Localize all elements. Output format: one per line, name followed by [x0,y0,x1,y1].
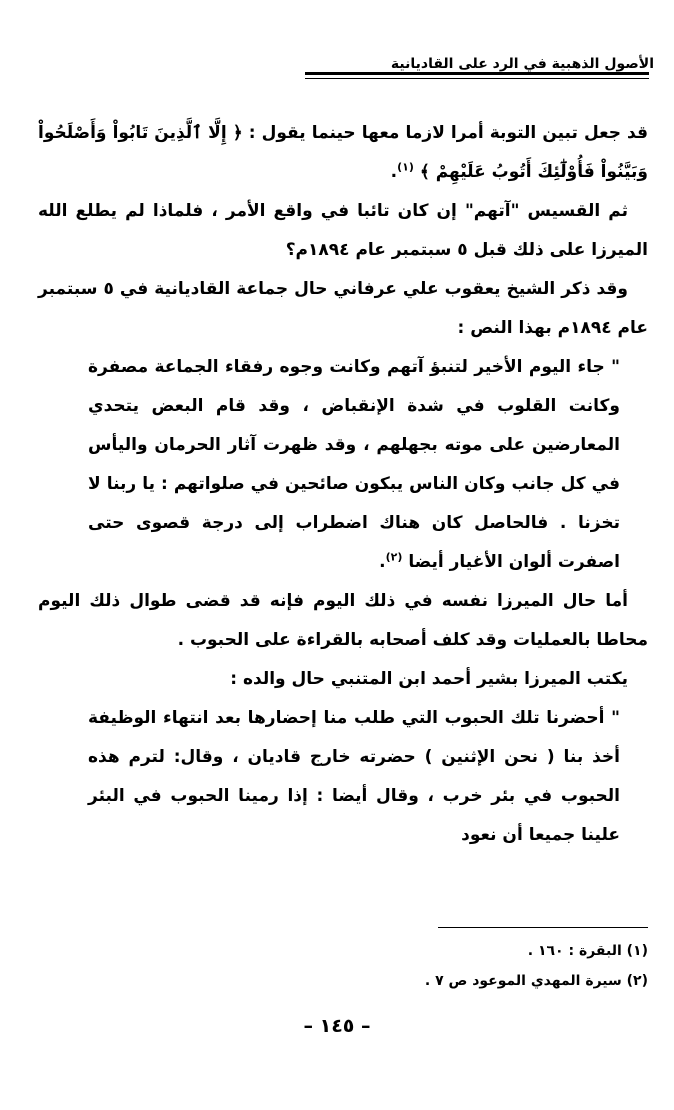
paragraph-tawba: قد جعل تبين التوبة أمرا لازما معها حينما يقول : ﴿ إِلَّا ٱلَّذِينَ تَابُواْ وَأَصْلَحُواْ وَبَيَّنُواْ فَأُوْلَٰٓئِكَ أَتُوبُ عَلَيْهِمْ ﴾ $^{(١)}$. [38,123,648,182]
footnote-separator [438,927,648,928]
quote-jamaa: " جاء اليوم الأخير لتنبؤ آتهم وكانت وجوه رفقاء الجماعة مصفرة وكانت القلوب في شدة الإنقباض ، وقد قام البعض يتحدي المعارضين على موته بجهلهم ، وقد ظهرت آثار الحرمان واليأس في كل جانب وكان الناس يبكون صائحين في صلواتهم : يا ربنا لا تخزنا . فالحاصل كان هناك اضطراب إلى درجة قصوى حتى اصفرت ألوان الأغيار أيضا $^{(٢)}$. [88,357,620,572]
quote-jamaa-text: " جاء اليوم الأخير لتنبؤ آتهم وكانت وجوه رفقاء الجماعة مصفرة وكانت القلوب في شدة الإنقباض ، وقد قام البعض يتحدي المعارضين على موته بجهلهم ، وقد ظهرت آثار الحرمان واليأس في كل جانب وكان الناس يبكون صائحين في صلواتهم : يا ربنا لا تخزنا . فالحاصل كان هناك اضطراب إلى درجة قصوى حتى اصفرت ألوان الأغيار أيضا [88,357,620,572]
paragraph-mirza-day: أما حال الميرزا نفسه في ذلك اليوم فإنه قد قضى طوال ذلك اليوم محاطا بالعمليات وقد كلف أصحابه بالقراءة على الحبوب . [38,591,648,650]
main-text [38,114,648,855]
header-rule-thin [305,78,649,79]
footnotes [48,936,648,996]
footnote-ref-1: (١) [397,160,414,174]
paragraph-tawba-text: قد جعل تبين التوبة أمرا لازما معها حينما يقول : ﴿ إِلَّا ٱلَّذِينَ تَابُواْ وَأَصْلَحُواْ وَبَيَّنُواْ فَأُوْلَٰٓئِكَ أَتُوبُ عَلَيْهِمْ ﴾ [38,123,648,182]
paragraph-atham: ثم القسيس "آتهم" إن كان تائبا في واقع الأمر ، فلماذا لم يطلع الله الميرزا على ذلك قبل ٥ سبتمبر عام ١٨٩٤م؟ [38,201,648,260]
quote-hubub: " أحضرنا تلك الحبوب التي طلب منا إحضارها بعد انتهاء الوظيفة أخذ بنا ( نحن الإثنين ) حضرته خارج قاديان ، وقال: لترم هذه الحبوب في بئر خرب ، وقال أيضا : إذا رمينا الحبوب في البئر علينا جميعا أن نعود [88,708,620,845]
footnote-2: (٢) سيرة المهدي الموعود ص ٧ . [424,973,648,989]
page-number: – ١٤٥ – [303,1015,371,1037]
paragraph-bashir: يكتب الميرزا بشير أحمد ابن المتنبي حال والده : [230,669,628,689]
footnote-ref-2: (٢) [385,550,403,564]
footnote-1: (١) البقرة : ١٦٠ . [527,943,648,959]
running-header-title: الأصول الذهبية في الرد على القاديانية [390,56,654,72]
header-rule-thick [305,72,649,75]
paragraph-yaqub: وقد ذكر الشيخ يعقوب علي عرفاني حال جماعة القاديانية في ٥ سبتمبر عام ١٨٩٤م بهذا النص : [38,279,648,338]
